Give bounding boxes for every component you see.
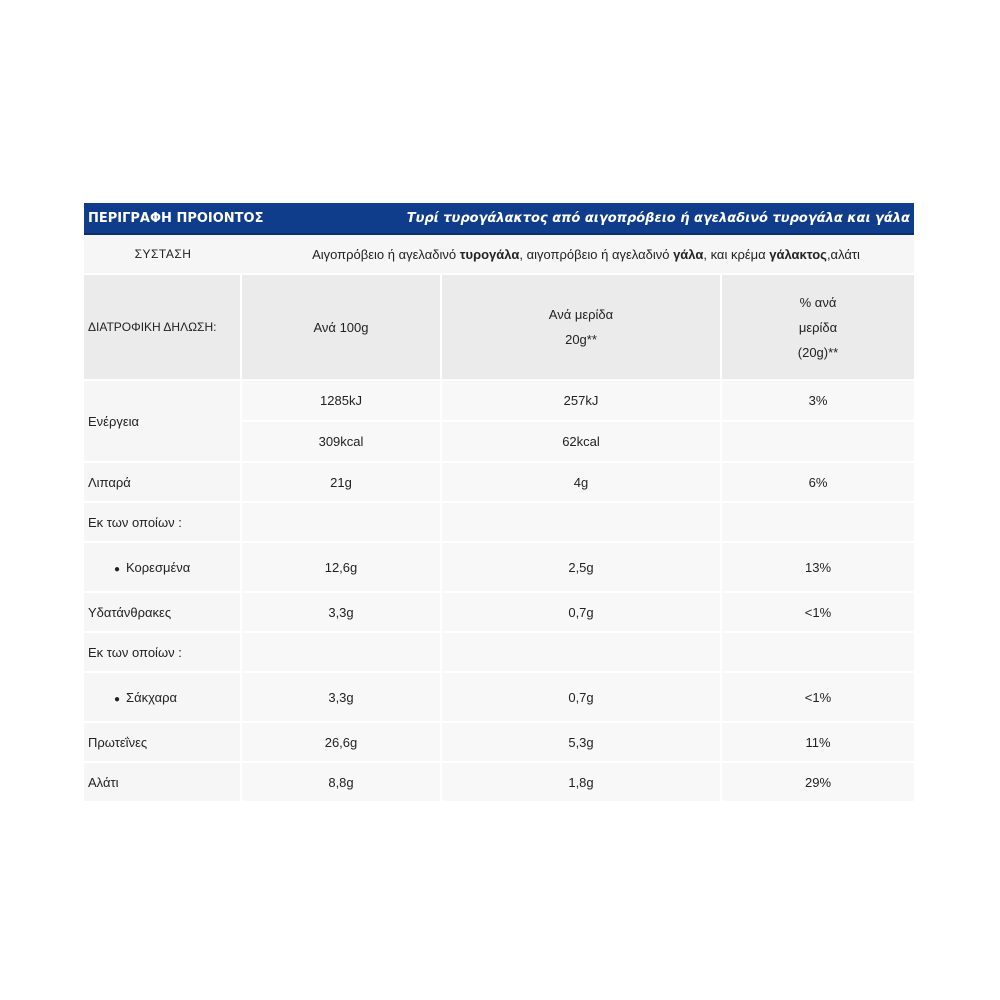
per-100g-header: Ανά 100g <box>242 275 442 379</box>
per-serving-line: Ανά μερίδα <box>548 307 614 322</box>
carbs-serving: 0,7g <box>442 593 722 631</box>
saturated-pct: 13% <box>804 559 832 575</box>
energy-pct: 3% <box>722 381 914 420</box>
fat-label: Λιπαρά <box>84 463 242 501</box>
composition-text <box>242 247 914 262</box>
sugars-label-text: Σάκχαρα <box>126 689 177 705</box>
fat-pct: 6% <box>808 474 828 490</box>
fat-per100: 21g <box>242 463 442 501</box>
protein-row <box>84 723 914 763</box>
energy-kj-row <box>242 381 914 422</box>
composition-part: , και κρέμα <box>703 246 770 262</box>
composition-allergen: γάλακτος <box>769 246 827 262</box>
percent-line: (20g)** <box>797 344 839 360</box>
percent-line: % ανά <box>799 294 837 310</box>
saturated-row <box>84 543 914 593</box>
nutrition-declaration-label: ΔΙΑΤΡΟΦΙΚΗ ΔΗΛΩΣΗ: <box>84 275 242 379</box>
saturated-serving: 2,5g <box>442 543 722 591</box>
sugars-serving: 0,7g <box>442 673 722 721</box>
of-which-row <box>84 633 914 673</box>
header-left-label: ΠΕΡΙΓΡΑΦΗ ΠΡΟΙΟΝΤΟΣ <box>88 210 264 226</box>
saturated-per100: 12,6g <box>242 543 442 591</box>
header-product-name: Τυρί τυρογάλακτος από αιγοπρόβειο ή αγελαδινό τυρογάλα και γάλα <box>406 210 910 226</box>
fat-row <box>84 463 914 503</box>
energy-kj-per100: 1285kJ <box>242 381 442 420</box>
empty-cell <box>722 633 914 671</box>
empty-cell <box>442 503 722 541</box>
composition-part: ,αλάτι <box>826 246 860 262</box>
salt-per100: 8,8g <box>242 763 442 801</box>
protein-per100: 26,6g <box>242 723 442 761</box>
sugars-row <box>84 673 914 723</box>
per-serving-header <box>442 275 722 379</box>
nutrition-table <box>84 203 914 803</box>
protein-label: Πρωτεΐνες <box>84 723 242 761</box>
saturated-label <box>84 543 242 591</box>
composition-row <box>84 235 914 275</box>
per-serving-line: 20g** <box>565 332 597 347</box>
bullet-icon <box>114 690 126 705</box>
salt-pct: 29% <box>804 774 832 790</box>
of-which-label: Εκ των οποίων : <box>84 633 242 671</box>
sugars-pct: <1% <box>804 689 832 705</box>
energy-label: Ενέργεια <box>84 381 242 461</box>
composition-allergen: γάλα <box>673 246 704 262</box>
fat-serving: 4g <box>442 463 722 501</box>
saturated-label-text: Κορεσμένα <box>126 559 191 575</box>
empty-cell <box>242 503 442 541</box>
carbs-row <box>84 593 914 633</box>
energy-row <box>84 381 914 463</box>
empty-cell <box>722 503 914 541</box>
energy-kj-serving: 257kJ <box>442 381 722 420</box>
composition-part: Αιγοπρόβειο ή αγελαδινό <box>312 246 460 262</box>
percent-serving-header <box>722 275 914 379</box>
composition-label: ΣΥΣΤΑΣΗ <box>134 247 192 261</box>
composition-allergen: τυρογάλα <box>459 246 520 262</box>
energy-kcal-pct <box>722 422 914 461</box>
percent-line: μερίδα <box>798 319 838 335</box>
energy-kcal-row <box>242 422 914 461</box>
protein-serving: 5,3g <box>442 723 722 761</box>
salt-serving: 1,8g <box>442 763 722 801</box>
energy-values <box>242 381 914 461</box>
product-description-header <box>84 203 914 235</box>
salt-row <box>84 763 914 803</box>
bullet-icon <box>114 560 126 575</box>
empty-cell <box>242 633 442 671</box>
salt-label: Αλάτι <box>84 763 242 801</box>
nutrition-header-row <box>84 275 914 381</box>
sugars-per100: 3,3g <box>242 673 442 721</box>
energy-kcal-per100: 309kcal <box>242 422 442 461</box>
empty-cell <box>442 633 722 671</box>
protein-pct: 11% <box>805 734 831 750</box>
carbs-pct: <1% <box>804 604 832 620</box>
of-which-label: Εκ των οποίων : <box>84 503 242 541</box>
of-which-row <box>84 503 914 543</box>
composition-part: , αιγοπρόβειο ή αγελαδινό <box>519 246 674 262</box>
energy-kcal-serving: 62kcal <box>442 422 722 461</box>
sugars-label <box>84 673 242 721</box>
carbs-per100: 3,3g <box>242 593 442 631</box>
carbs-label: Υδατάνθρακες <box>84 593 242 631</box>
